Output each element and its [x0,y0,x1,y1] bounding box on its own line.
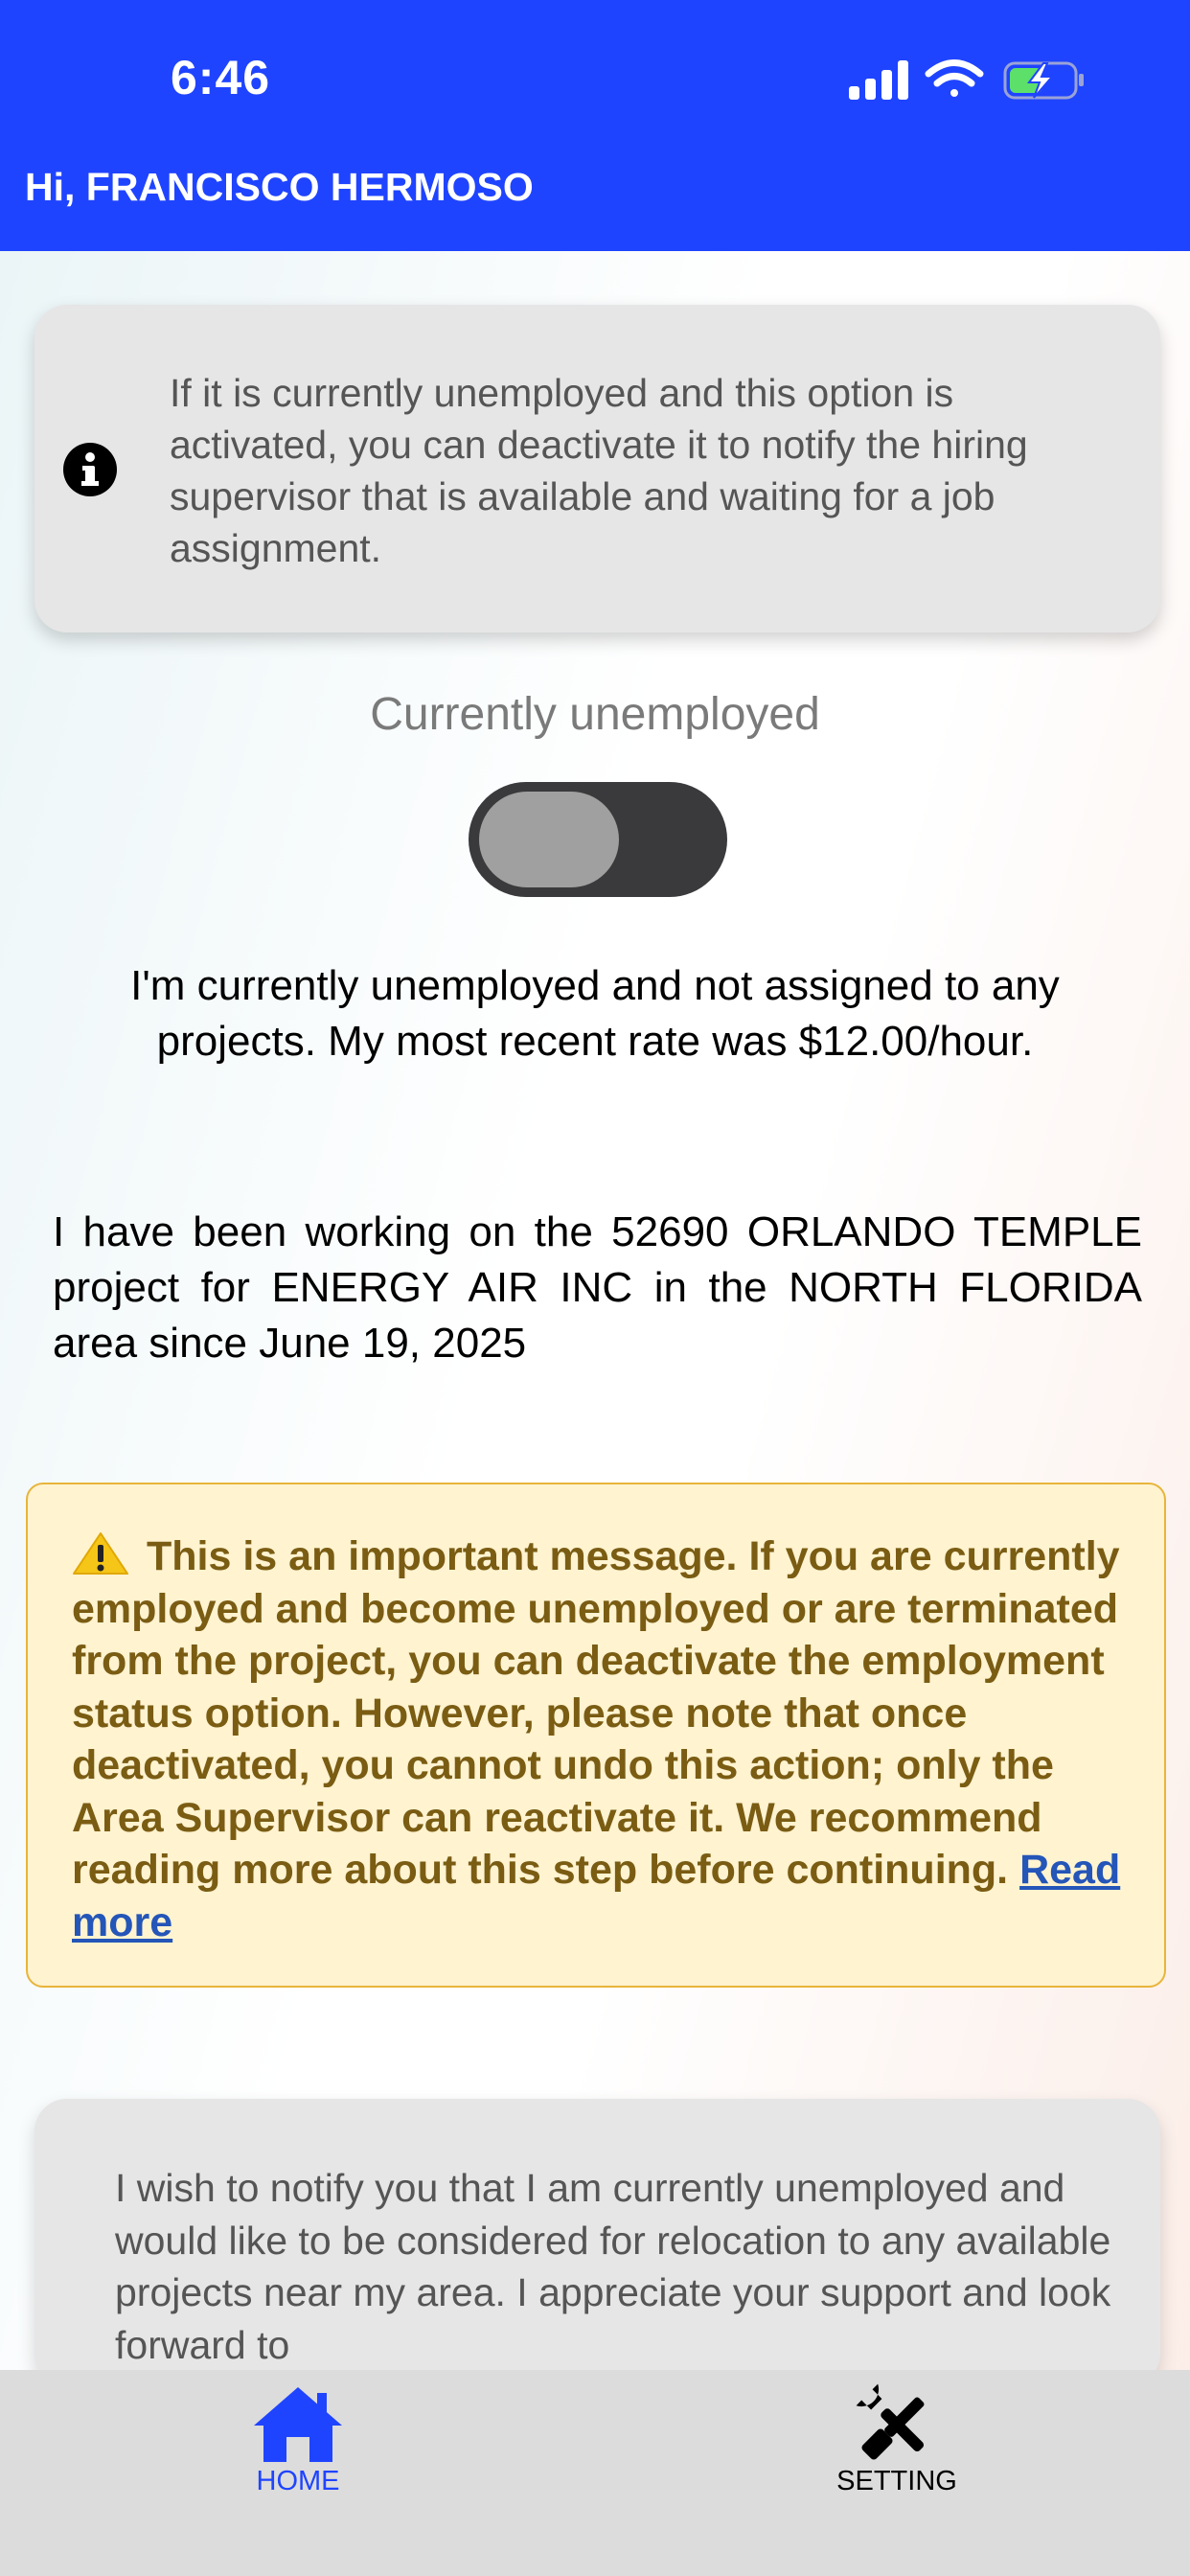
notify-text: I wish to notify you that I am currently unemployed and would like to be considered for relocation to any available projects near my area. I appreciate your support and look forward to [115,2166,1111,2367]
notify-card [34,2099,1160,2386]
read-more-link[interactable]: Read more [72,1847,1121,1945]
warning-icon [72,1531,129,1576]
status-time: 6:46 [171,51,271,104]
info-text: If it is currently unemployed and this option is activated, you can deactivate it to notify the hiring supervisor that is available and waiting for a job assignment. [170,371,1028,570]
home-icon [250,2383,346,2466]
tab-home[interactable] [154,2370,442,2504]
status-icons [847,58,1087,102]
employment-status-toggle[interactable] [469,782,727,897]
app-header [0,0,1190,251]
info-icon [63,443,117,496]
wifi-icon [928,63,980,98]
warning-box [26,1483,1166,1988]
toggle-label: Currently unemployed [370,689,820,740]
tab-setting[interactable] [753,2370,1041,2504]
battery-charging-icon [1005,63,1084,98]
tools-icon [849,2383,945,2466]
warning-content [72,1530,1135,1948]
info-card [34,305,1160,632]
toggle-knob [479,792,619,887]
tab-setting-label: SETTING [836,2466,957,2496]
greeting: Hi, FRANCISCO HERMOSO [25,165,534,209]
tab-bar [0,2370,1190,2576]
tab-home-label: HOME [256,2466,340,2496]
signal-icon [849,60,908,100]
warning-text: This is an important message. If you are currently employed and become unemployed or are terminated from the project, you can deactivate the employment status option. However, please note that once deactivated, you cannot undo this action; only the Area Supervisor can reactivate it. We recommend reading more about this step before continuing. [72,1533,1120,1893]
project-message: I have been working on the 52690 ORLANDO TEMPLE project for ENERGY AIR INC in the NORTH FLORIDA area since June 19, 2025 [53,1208,1142,1367]
employment-status-message: I'm currently unemployed and not assigned to any projects. My most recent rate was $12.00/hour. [130,962,1060,1065]
